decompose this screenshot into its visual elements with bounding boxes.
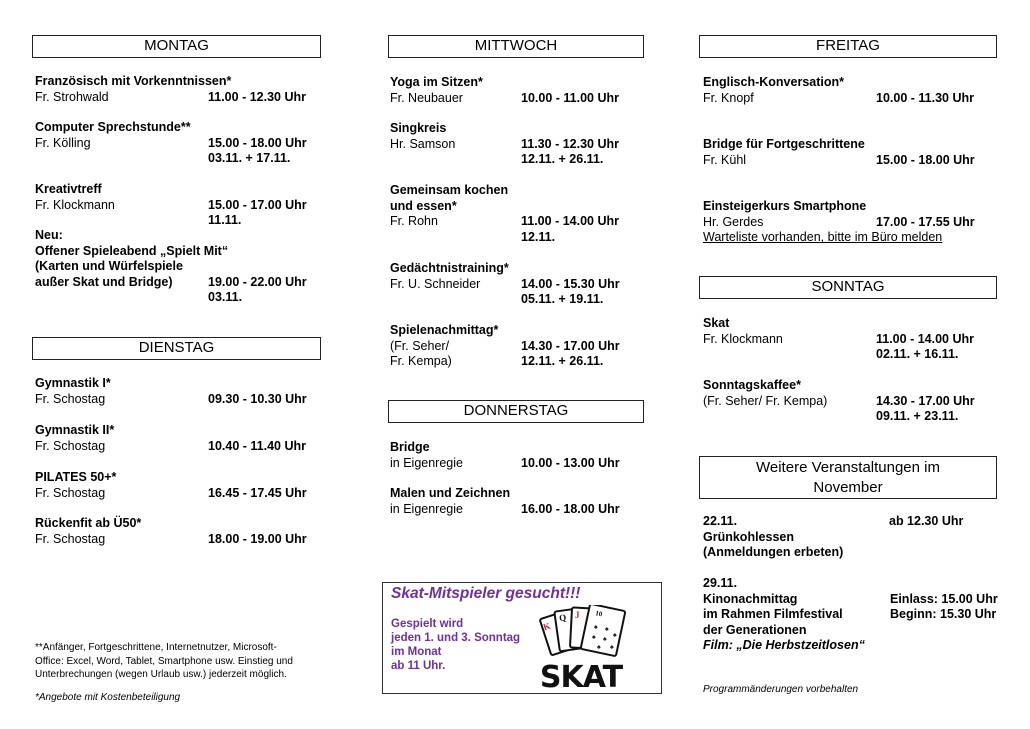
event-englisch <box>703 75 1003 106</box>
event-time: 10.00 - 13.00 Uhr <box>521 455 620 470</box>
event-sonntagskaffee <box>703 378 1003 425</box>
event-malen <box>390 486 650 517</box>
footnote-line: Unterbrechungen (wegen Urlaub usw.) jederzeit möglich. <box>35 669 287 680</box>
footnote-line: **Anfänger, Fortgeschrittene, Internetnutzer, Microsoft- <box>35 642 277 653</box>
event-kochen <box>390 183 650 245</box>
event-time: 14.30 - 17.00 Uhr <box>876 393 975 408</box>
event-person: Fr. Klockmann <box>35 197 115 212</box>
event-desc: der Generationen <box>703 622 807 637</box>
svg-text:♠: ♠ <box>592 634 596 641</box>
event-dates: 05.11. + 19.11. <box>521 292 604 307</box>
event-name: Offener Spieleabend „Spielt Mit“ <box>35 243 229 258</box>
event-name: Einsteigerkurs Smartphone <box>703 199 867 213</box>
svg-text:10: 10 <box>594 609 604 619</box>
event-time: 09.30 - 10.30 Uhr <box>208 391 307 406</box>
event-time: 17.00 - 17.55 Uhr <box>876 214 975 229</box>
event-note: (Anmeldungen erbeten) <box>703 545 844 560</box>
skat-ad <box>382 582 662 694</box>
svg-text:J: J <box>575 610 580 620</box>
skat-logo-text: SKAT <box>539 660 623 689</box>
event-dates: 12.11. + 26.11. <box>521 152 604 167</box>
event-time: 10.40 - 11.40 Uhr <box>208 438 306 453</box>
event-person: Fr. Strohwald <box>35 89 109 104</box>
event-name-cont: und essen* <box>390 198 457 213</box>
header-line: Weitere Veranstaltungen im <box>756 459 940 476</box>
event-person: Fr. Schostag <box>35 531 106 546</box>
event-skat <box>703 316 1003 363</box>
event-name: Französisch mit Vorkenntnissen* <box>35 74 232 88</box>
event-dates: 03.11. + 17.11. <box>208 151 291 166</box>
svg-text:K: K <box>541 620 552 633</box>
event-time: 18.00 - 19.00 Uhr <box>208 531 307 546</box>
event-person: Fr. Neubauer <box>390 90 463 105</box>
event-bridge-fortgeschrittene <box>703 137 1003 168</box>
event-person: Fr. Schostag <box>35 391 106 406</box>
event-person: Fr. Knopf <box>703 90 754 105</box>
event-spieleabend <box>35 228 325 306</box>
event-desc: (Karten und Würfelspiele <box>35 259 183 274</box>
day-header-sonntag: SONNTAG <box>699 276 997 299</box>
event-person: Hr. Gerdes <box>703 214 764 229</box>
event-time: 10.00 - 11.30 Uhr <box>876 90 974 105</box>
event-einlass: Einlass: 15.00 Uhr <box>890 591 998 606</box>
event-name: Singkreis <box>390 121 447 135</box>
event-dates: 02.11. + 16.11. <box>876 347 959 362</box>
event-name: Bridge für Fortgeschrittene <box>703 137 865 151</box>
event-desc: im Rahmen Filmfestival <box>703 607 843 622</box>
event-time: 15.00 - 18.00 Uhr <box>876 152 975 167</box>
day-header-mittwoch: MITTWOCH <box>388 35 644 58</box>
event-time: 11.00 - 14.00 Uhr <box>521 214 619 229</box>
footnote-single-star: *Angebote mit Kostenbeteiligung <box>35 692 181 703</box>
event-name: Malen und Zeichnen <box>390 486 511 500</box>
event-yoga <box>390 75 650 106</box>
svg-text:♠: ♠ <box>597 644 601 651</box>
event-dates: 12.11. + 26.11. <box>521 354 604 369</box>
footnote-double-star <box>35 641 335 682</box>
event-bridge <box>390 440 650 471</box>
event-time: 15.00 - 18.00 Uhr <box>208 135 307 150</box>
new-label: Neu: <box>35 228 63 242</box>
skat-ad-line: jeden 1. und 3. Sonntag <box>391 632 521 644</box>
event-person: in Eigenregie <box>390 455 463 470</box>
event-time: 11.00 - 14.00 Uhr <box>876 331 974 346</box>
event-person: in Eigenregie <box>390 501 463 516</box>
event-date: 29.11. <box>703 576 738 590</box>
event-time: 11.00 - 12.30 Uhr <box>208 89 306 104</box>
event-dates: 11.11. <box>208 213 242 228</box>
event-name: Yoga im Sitzen* <box>390 75 483 89</box>
event-kreativtreff <box>35 182 325 229</box>
event-name: PILATES 50+* <box>35 470 117 484</box>
event-time: 19.00 - 22.00 Uhr <box>208 274 307 289</box>
event-person: Fr. U. Schneider <box>390 276 481 291</box>
event-pilates <box>35 470 325 501</box>
event-name: Computer Sprechstunde** <box>35 120 191 134</box>
event-person: Fr. Kölling <box>35 135 91 150</box>
event-person-cont: Fr. Kempa) <box>390 354 452 369</box>
event-dates: 09.11. + 23.11. <box>876 409 959 424</box>
event-name: Englisch-Konversation* <box>703 75 844 89</box>
event-time: 14.00 - 15.30 Uhr <box>521 276 620 291</box>
event-time: 10.00 - 11.00 Uhr <box>521 90 619 105</box>
event-gymnastik-1 <box>35 376 325 407</box>
disclaimer: Programmänderungen vorbehalten <box>703 684 859 695</box>
day-header-montag: MONTAG <box>32 35 321 58</box>
svg-text:♠: ♠ <box>603 636 607 643</box>
event-film: Film: „Die Herbstzeitlosen“ <box>703 638 865 653</box>
event-name: Kinonachmittag <box>703 591 798 606</box>
skat-ad-line: im Monat <box>391 646 442 658</box>
event-spielenachmittag <box>390 323 650 370</box>
event-person: Fr. Schostag <box>35 438 106 453</box>
event-name: Grünkohlessen <box>703 529 794 544</box>
day-header-dienstag: DIENSTAG <box>32 337 321 360</box>
event-person: (Fr. Seher/ <box>390 338 450 353</box>
event-person: Fr. Schostag <box>35 485 106 500</box>
event-person: Hr. Samson <box>390 136 456 151</box>
event-time: 16.45 - 17.45 Uhr <box>208 485 307 500</box>
skat-ad-text <box>391 617 520 673</box>
event-time: 16.00 - 18.00 Uhr <box>521 501 620 516</box>
event-name: Gemeinsam kochen <box>390 183 509 197</box>
event-kinonachmittag <box>703 576 1013 654</box>
event-name: Gymnastik II* <box>35 423 115 437</box>
event-name: Skat <box>703 316 730 330</box>
event-name: Spielenachmittag* <box>390 323 499 337</box>
event-desc: außer Skat und Bridge) <box>35 274 173 289</box>
svg-text:♠: ♠ <box>605 626 609 633</box>
event-rueckenfit <box>35 516 325 547</box>
event-person: Fr. Rohn <box>390 214 438 229</box>
event-name: Rückenfit ab Ü50* <box>35 516 142 530</box>
skat-ad-headline: Skat-Mitspieler gesucht!!! <box>391 585 581 602</box>
event-gruenkohlessen <box>703 514 1003 561</box>
header-line: November <box>813 479 883 496</box>
event-time: 11.30 - 12.30 Uhr <box>521 136 619 151</box>
skat-ad-line: ab 11 Uhr. <box>391 660 446 672</box>
skat-ad-line: Gespielt wird <box>391 618 464 630</box>
event-person: (Fr. Seher/ Fr. Kempa) <box>703 393 828 408</box>
svg-text:♠: ♠ <box>594 624 598 631</box>
event-franzoesisch <box>35 74 325 105</box>
card-ten <box>581 605 626 656</box>
event-name: Kreativtreff <box>35 182 102 196</box>
event-beginn: Beginn: 15.30 Uhr <box>890 607 997 622</box>
event-time: 15.00 - 17.00 Uhr <box>208 197 307 212</box>
event-computer-sprechstunde <box>35 120 325 167</box>
event-person: Fr. Kühl <box>703 152 747 167</box>
event-singkreis <box>390 121 650 168</box>
svg-text:♠: ♠ <box>613 632 617 639</box>
event-smartphone <box>703 199 1003 246</box>
event-time: ab 12.30 Uhr <box>889 514 964 528</box>
weitere-veranstaltungen-header <box>699 456 997 499</box>
skat-cards-logo-icon <box>531 605 631 689</box>
event-dates: 12.11. <box>521 229 556 244</box>
event-name: Gymnastik I* <box>35 376 111 390</box>
waitlist-note: Warteliste vorhanden, bitte im Büro melden <box>703 230 943 245</box>
event-gymnastik-2 <box>35 423 325 454</box>
event-name: Sonntagskaffee* <box>703 378 801 392</box>
svg-text:♠: ♠ <box>610 644 614 651</box>
footnote-line: Office: Excel, Word, Tablet, Smartphone usw. Einstieg und <box>35 655 293 667</box>
day-header-donnerstag: DONNERSTAG <box>388 400 644 423</box>
event-name: Bridge <box>390 440 430 454</box>
day-header-freitag: FREITAG <box>699 35 997 58</box>
event-person: Fr. Klockmann <box>703 331 783 346</box>
event-gedaechtnistraining <box>390 261 650 308</box>
svg-text:Q: Q <box>558 612 567 624</box>
event-date: 22.11. <box>703 514 738 528</box>
event-name: Gedächtnistraining* <box>390 261 509 275</box>
event-time: 14.30 - 17.00 Uhr <box>521 338 620 353</box>
event-dates: 03.11. <box>208 290 243 305</box>
